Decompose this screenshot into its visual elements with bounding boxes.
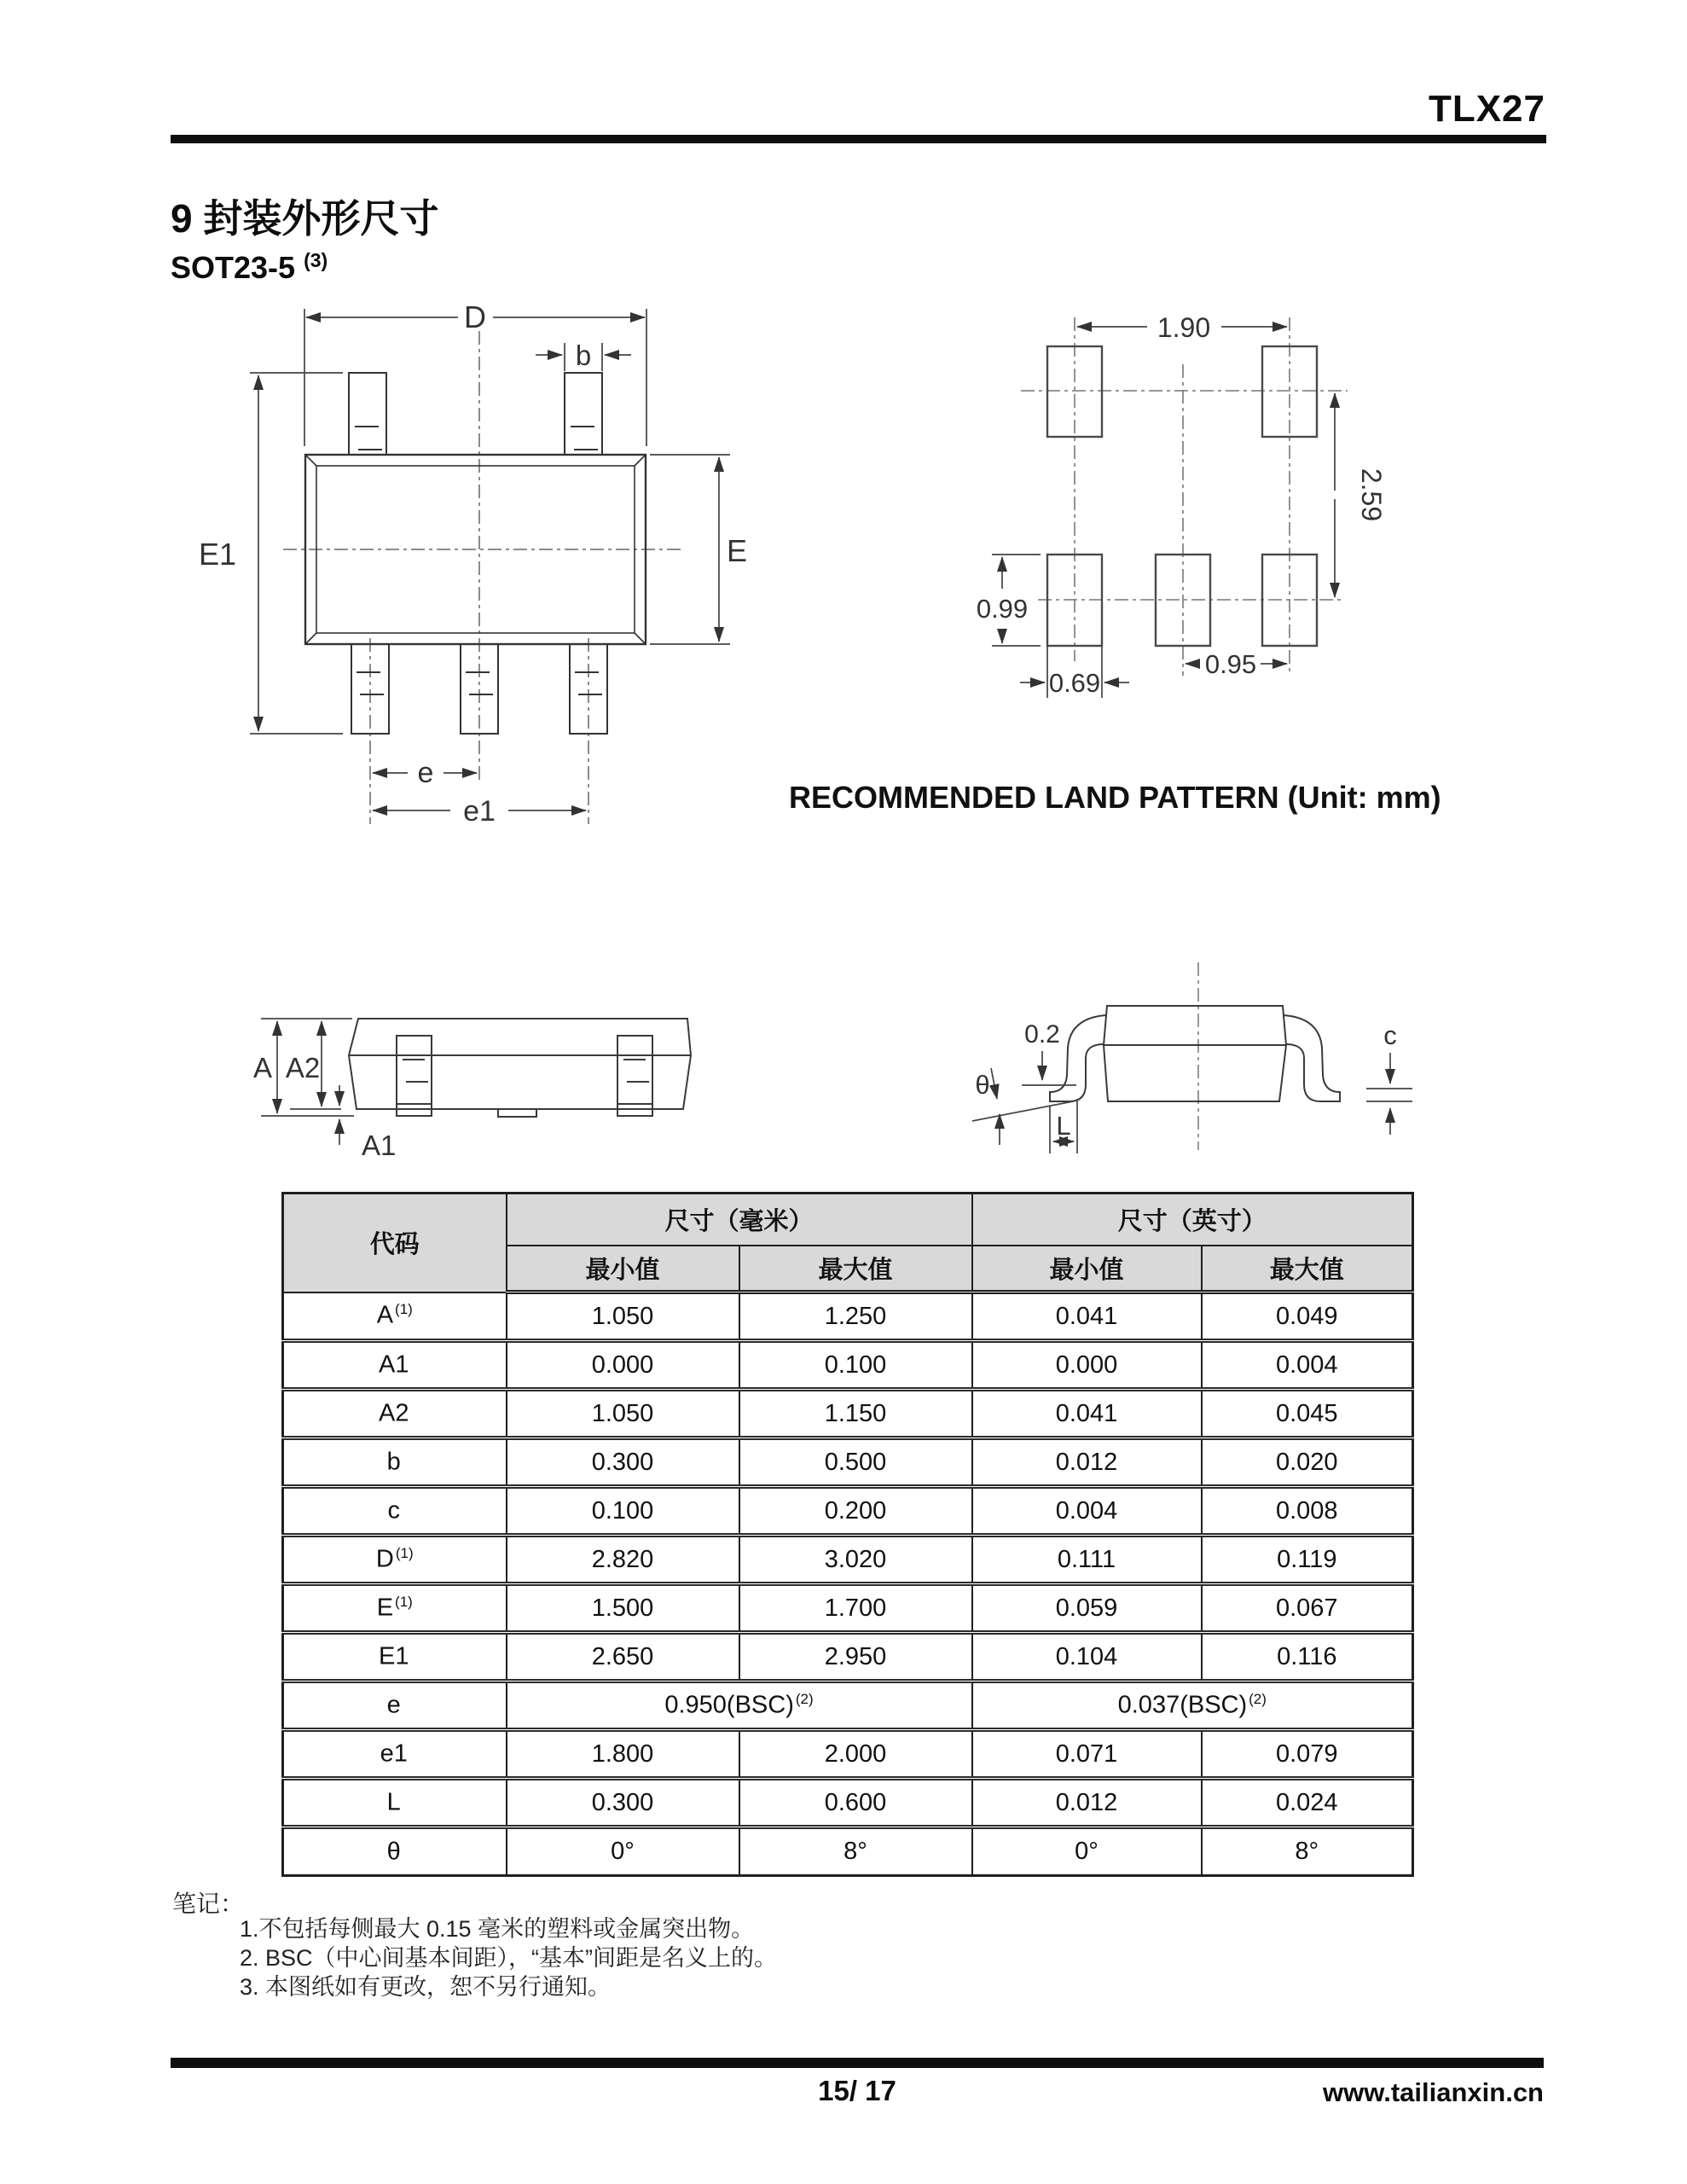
land-pattern-drawing	[921, 303, 1433, 708]
cell-in-max: 0.045	[1202, 1390, 1413, 1438]
dim-label-row-span: 2.59	[1356, 468, 1387, 522]
cell-in-max: 0.020	[1202, 1438, 1413, 1487]
section-title: 9 封装外形尺寸	[171, 196, 439, 241]
cell-in-min: 0.059	[972, 1584, 1202, 1633]
col-header-code: 代码	[283, 1194, 507, 1292]
cell-code: c	[283, 1487, 507, 1536]
notes-list	[240, 1914, 777, 2001]
dim-label-bottom-pitch: 0.95	[1204, 649, 1257, 679]
cell-code: L	[283, 1779, 507, 1827]
dim-label-A: A	[252, 1052, 273, 1083]
cell-in-min: 0.111	[972, 1536, 1202, 1584]
cell-mm-max: 1.150	[739, 1390, 972, 1438]
package-front-view-drawing	[243, 968, 733, 1182]
cell-in-min: 0.004	[972, 1487, 1202, 1536]
cell-code: A2	[283, 1390, 507, 1438]
cell-in-min: 0°	[972, 1827, 1202, 1876]
doc-code: TLX27	[1428, 88, 1545, 130]
package-name	[171, 249, 328, 286]
cell-in-max: 0.008	[1202, 1487, 1413, 1536]
cell-in-min: 0.071	[972, 1730, 1202, 1779]
dim-label-e: e	[417, 757, 434, 789]
dim-label-L: L	[1056, 1111, 1071, 1141]
table-row-A	[283, 1292, 1413, 1341]
note-item-1: 1.不包括每侧最大 0.15 毫米的塑料或金属突出物。	[240, 1916, 755, 1942]
cell-in-max: 0.067	[1202, 1584, 1413, 1633]
cell-mm-max: 0.200	[739, 1487, 972, 1536]
note-item-3: 3. 本图纸如有更改，恕不另行通知。	[240, 1974, 612, 2000]
dim-label-top-pitch: 1.90	[1157, 312, 1211, 343]
package-name-text: SOT23-5	[171, 250, 296, 285]
package-note-superscript: (3)	[304, 249, 328, 271]
cell-mm-min: 0.300	[507, 1779, 739, 1827]
table-row-A2	[283, 1390, 1413, 1438]
website-text: www.tailianxin.cn	[1323, 2077, 1544, 2107]
table-row-e	[283, 1682, 1413, 1730]
cell-in-max: 0.024	[1202, 1779, 1413, 1827]
col-header-in-max: 最大值	[1202, 1246, 1413, 1292]
cell-in-min: 0.012	[972, 1438, 1202, 1487]
note-item-2: 2. BSC（中心间基本间距），“基本”间距是名义上的。	[240, 1945, 778, 1971]
table-row-b	[283, 1438, 1413, 1487]
cell-mm-max: 2.000	[739, 1730, 972, 1779]
cell-code: e1	[283, 1730, 507, 1779]
cell-in-min: 0.104	[972, 1633, 1202, 1682]
cell-mm-min: 0.000	[507, 1341, 739, 1390]
dim-label-b: b	[575, 340, 592, 371]
col-header-in-min: 最小值	[972, 1246, 1202, 1292]
dim-label-c: c	[1383, 1020, 1397, 1050]
cell-in-max: 0.004	[1202, 1341, 1413, 1390]
cell-mm-min: 0.300	[507, 1438, 739, 1487]
notes-label: 笔记：	[172, 1891, 245, 1917]
cell-in-min: 0.041	[972, 1292, 1202, 1341]
cell-code: E $^{(1)}$	[283, 1584, 507, 1633]
cell-mm-max: 3.020	[739, 1536, 972, 1584]
package-top-view-drawing	[128, 299, 751, 832]
cell-in-max: 0.079	[1202, 1730, 1413, 1779]
cell-code: A $^{(1)}$	[283, 1292, 507, 1341]
page-number: 15/ 17	[818, 2075, 896, 2106]
cell-code: D $^{(1)}$	[283, 1536, 507, 1584]
footer-rule	[171, 2058, 1544, 2068]
cell-mm-max: 0.600	[739, 1779, 972, 1827]
cell-in-min: 0.012	[972, 1779, 1202, 1827]
dim-label-A2: A2	[285, 1052, 321, 1083]
cell-mm-min: 1.050	[507, 1390, 739, 1438]
cell-mm-min: 2.650	[507, 1633, 739, 1682]
cell-mm-max: 8°	[739, 1827, 972, 1876]
package-side-view-drawing	[951, 956, 1441, 1182]
col-group-inch: 尺寸（英寸）	[972, 1194, 1413, 1246]
cell-in-max: 0.049	[1202, 1292, 1413, 1341]
table-row-D	[283, 1536, 1413, 1584]
cell-mm-min: 0.100	[507, 1487, 739, 1536]
dim-label-D: D	[464, 299, 486, 334]
cell-mm-max: 1.700	[739, 1584, 972, 1633]
col-group-mm: 尺寸（毫米）	[507, 1194, 972, 1246]
cell-mm-min: 1.800	[507, 1730, 739, 1779]
cell-code: E1	[283, 1633, 507, 1682]
cell-in-max: 0.119	[1202, 1536, 1413, 1584]
dim-label-E1: E1	[198, 537, 237, 572]
cell-mm-min: 0°	[507, 1827, 739, 1876]
table-row-L	[283, 1779, 1413, 1827]
col-header-mm-max: 最大值	[739, 1246, 972, 1292]
cell-in-max: 8°	[1202, 1827, 1413, 1876]
land-pattern-caption: RECOMMENDED LAND PATTERN (Unit: mm)	[789, 780, 1441, 815]
cell-code: θ	[283, 1827, 507, 1876]
cell-in-bsc: 0.037(BSC) $^{(2)}$	[972, 1682, 1413, 1730]
dimensions-table	[281, 1192, 1414, 1877]
cell-mm-min: 1.500	[507, 1584, 739, 1633]
cell-in-min: 0.041	[972, 1390, 1202, 1438]
table-row-E	[283, 1584, 1413, 1633]
dim-label-theta: θ	[975, 1070, 990, 1100]
cell-mm-max: 0.500	[739, 1438, 972, 1487]
cell-code: b	[283, 1438, 507, 1487]
cell-mm-min: 2.820	[507, 1536, 739, 1584]
dim-label-E: E	[726, 533, 748, 568]
dim-label-e1: e1	[463, 795, 496, 828]
dimensions-table-container	[281, 1192, 1414, 1877]
cell-code: A1	[283, 1341, 507, 1390]
cell-mm-min: 1.050	[507, 1292, 739, 1341]
cell-code: e	[283, 1682, 507, 1730]
table-row-c	[283, 1487, 1413, 1536]
table-row-e1	[283, 1730, 1413, 1779]
col-header-mm-min: 最小值	[507, 1246, 739, 1292]
dim-label-pad-height: 0.99	[976, 594, 1029, 624]
cell-mm-max: 1.250	[739, 1292, 972, 1341]
table-row-A1	[283, 1341, 1413, 1390]
dim-label-pad-width: 0.69	[1048, 668, 1101, 698]
header-rule	[171, 135, 1546, 143]
cell-mm-max: 2.950	[739, 1633, 972, 1682]
cell-mm-max: 0.100	[739, 1341, 972, 1390]
table-row-theta	[283, 1827, 1413, 1876]
table-row-E1	[283, 1633, 1413, 1682]
cell-mm-bsc: 0.950(BSC) $^{(2)}$	[507, 1682, 972, 1730]
dim-label-A1: A1	[362, 1130, 397, 1161]
cell-in-max: 0.116	[1202, 1633, 1413, 1682]
cell-in-min: 0.000	[972, 1341, 1202, 1390]
dim-label-standoff: 0.2	[1024, 1020, 1060, 1048]
